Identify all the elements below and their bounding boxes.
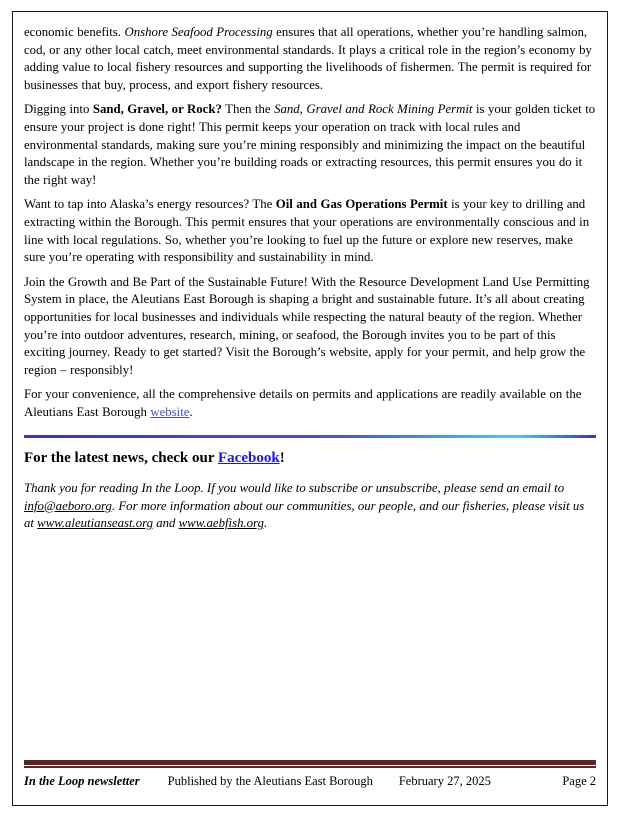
text-run: Then the xyxy=(221,102,275,117)
newsletter-page xyxy=(12,11,608,806)
text-run: For your convenience, all the comprehensive details on permits and applications are readily available on the Aleutians East Borough xyxy=(24,387,582,419)
closing-note xyxy=(24,480,596,533)
footer-page-number: Page 2 xyxy=(562,774,596,788)
aleutianseast-link[interactable]: www.aleutianseast.org xyxy=(37,516,154,531)
text-run: Digging into xyxy=(24,102,93,117)
text-run: Want to tap into Alaska’s energy resources? The xyxy=(24,197,276,212)
text-run: is your golden ticket to ensure your project is done right! This permit keeps your operation on track with local rules and environmental standards, making sure you’re mining responsibly and minimizing the impact on the beautiful landscape in the region. Whether you’re building roads or extracting resources, this permit ensures you do it the right way! xyxy=(24,102,596,187)
blank-space xyxy=(24,533,596,760)
paragraph-seafood-processing xyxy=(24,24,596,94)
text-run: ! xyxy=(279,449,285,466)
footer-rule-thin xyxy=(24,766,596,768)
text-run: economic benefits. xyxy=(24,25,125,39)
text-run: Thank you for reading In the Loop. If you would like to subscribe or unsubscribe, please send an email to xyxy=(24,480,565,495)
paragraph-sand-gravel-rock xyxy=(24,101,596,189)
text-run: Join the Growth and Be Part of the Sustainable Future! With the Resource Development Land Use Permitting System in place, the Aleutians East Borough is shaping a bright and sustainable future. It’s all about creating opportunities for local businesses and individuals while respecting the natural beauty of the region. Whether you’re into outdoor adventures, research, mining, or seafood, the Borough invites you to be part of this exciting journey. Ready to get started? Visit the Borough’s website, apply for your permit, and help grow the region – responsibly! xyxy=(24,274,590,377)
paragraph-oil-gas xyxy=(24,196,596,266)
text-run: Sand, Gravel and Rock Mining Permit xyxy=(274,102,473,117)
text-run: ensures that all operations, whether you’re handling salmon, cod, or any other local catch, meet environmental standards. It plays a critical role in the region’s economy by adding value to local fishery resources and supporting the livelihoods of fishermen. The permit is required for businesses that buy, process, and export fishery resources. xyxy=(24,25,592,92)
text-run: . xyxy=(263,516,268,531)
text-run: and xyxy=(153,516,179,531)
page-footer xyxy=(24,760,596,790)
footer-rule-thick xyxy=(24,760,596,765)
text-run: Oil and Gas Operations Permit xyxy=(275,197,448,212)
aebfish-link[interactable]: www.aebfish.org xyxy=(178,516,264,531)
paragraph-permit-details xyxy=(24,386,596,421)
newsletter-title: In the Loop newsletter xyxy=(24,774,140,788)
footer-text-row xyxy=(24,773,596,789)
latest-news-heading xyxy=(24,449,596,468)
footer-date: February 27, 2025 xyxy=(398,774,491,788)
text-run: For the latest news, check our xyxy=(24,449,219,466)
text-run: is your key to drilling and extracting within the Borough. This permit ensures that your operations are environmentally conscious and in line with local regulations. So, whether you’re looking to fuel up the future or explore new reserves, make sure you’re operating with responsibility and sustainability in mind. xyxy=(24,197,590,265)
paragraph-sustainable-future xyxy=(24,274,596,380)
website-link[interactable]: website xyxy=(150,404,190,419)
facebook-link[interactable]: Facebook xyxy=(218,449,280,466)
text-run: Onshore Seafood Processing xyxy=(124,25,273,39)
text-run: . For more information about our communities, our people, and our fisheries, please visit us at xyxy=(24,498,585,531)
footer-publisher: Published by the Aleutians East Borough xyxy=(167,774,373,788)
text-run: Sand, Gravel, or Rock? xyxy=(92,102,222,117)
section-divider xyxy=(24,435,596,438)
subscribe-email-link[interactable]: info@aeboro.org xyxy=(24,498,112,513)
text-run: . xyxy=(189,404,193,419)
